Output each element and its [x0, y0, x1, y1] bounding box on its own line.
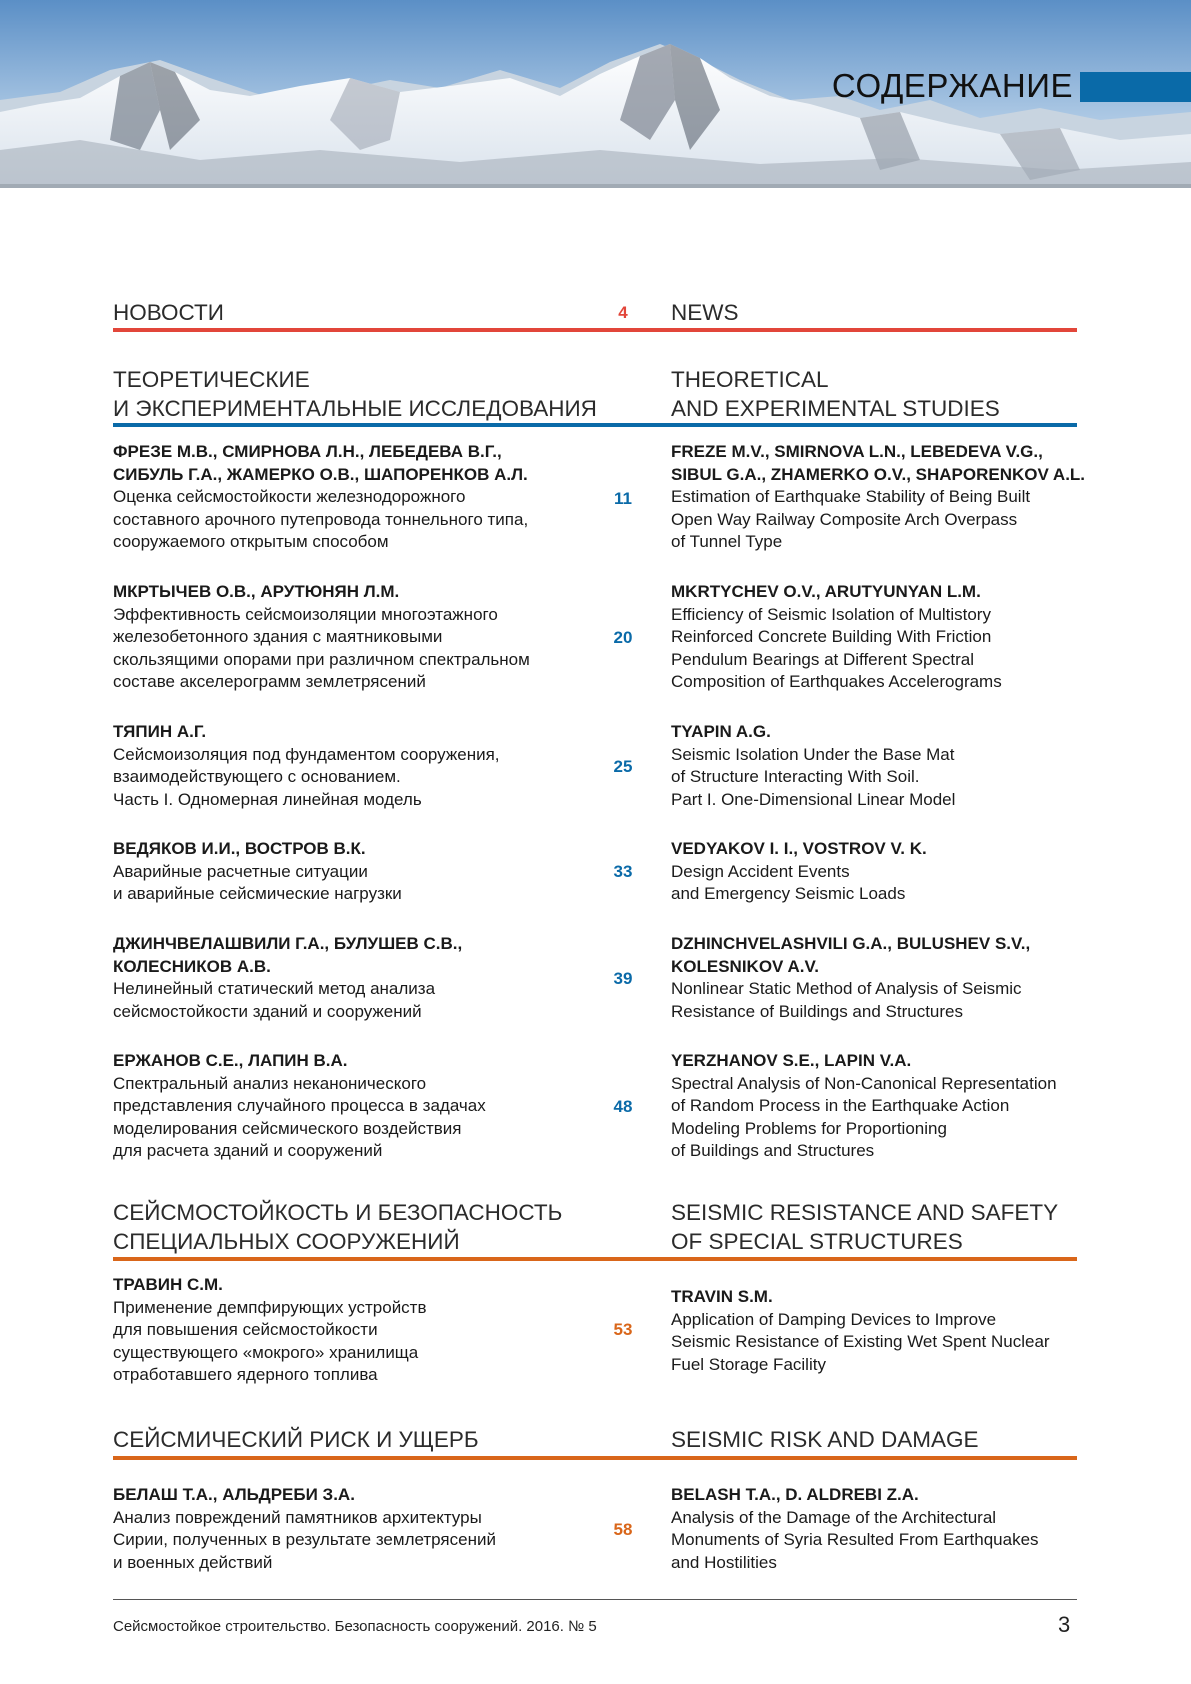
- section-title-ru: СЕЙСМОСТОЙКОСТЬ И БЕЗОПАСНОСТЬ СПЕЦИАЛЬНЫХ СООРУЖЕНИЙ: [113, 1200, 563, 1254]
- authors-en: YERZHANOV S.E., LAPIN V.A.: [671, 1051, 912, 1070]
- page-number: 39: [613, 969, 633, 988]
- section-title-ru: СЕЙСМИЧЕСКИЙ РИСК И УЩЕРБ: [113, 1427, 479, 1452]
- authors-ru: ФРЕЗЕ М.В., СМИРНОВА Л.Н., ЛЕБЕДЕВА В.Г., СИБУЛЬ Г.А., ЖАМЕРКО О.В., ШАПОРЕНКОВ А.Л.: [113, 442, 528, 484]
- authors-ru: ТЯПИН А.Г.: [113, 722, 207, 741]
- title-ru: Анализ повреждений памятников архитектуры Сирии, полученных в результате землетрясений и военных действий: [113, 1507, 496, 1572]
- page-number: 25: [613, 757, 633, 776]
- title-ru: Оценка сейсмостойкости железнодорожного составного арочного путепровода тоннельного типа, сооружаемого открытым способом: [113, 487, 529, 551]
- section-divider: [113, 1257, 1077, 1261]
- authors-en: DZHINCHVELASHVILI G.A., BULUSHEV S.V., KOLESNIKOV A.V.: [671, 934, 1031, 976]
- title-ru: Нелинейный статический метод анализа сейсмостойкости зданий и сооружений: [113, 979, 436, 1021]
- section-title-en: SEISMIC RESISTANCE AND SAFETY OF SPECIAL STRUCTURES: [671, 1200, 1059, 1254]
- title-en: Design Accident Events and Emergency Seismic Loads: [671, 861, 906, 903]
- authors-ru: МКРТЫЧЕВ О.В., АРУТЮНЯН Л.М.: [113, 582, 400, 601]
- authors-ru: ЕРЖАНОВ С.Е., ЛАПИН В.А.: [113, 1051, 348, 1070]
- title-ru: Аварийные расчетные ситуации и аварийные сейсмические нагрузки: [113, 861, 402, 903]
- footer-divider: [113, 1599, 1077, 1600]
- authors-en: TYAPIN A.G.: [671, 722, 771, 741]
- authors-ru: ДЖИНЧВЕЛАШВИЛИ Г.А., БУЛУШЕВ С.В., КОЛЕСНИКОВ А.В.: [113, 934, 463, 976]
- title-en: Estimation of Earthquake Stability of Being Built Open Way Railway Composite Arch Overpass of Tunnel Type: [671, 487, 1031, 551]
- section-divider: [113, 1456, 1077, 1460]
- page-number: 58: [613, 1520, 633, 1539]
- authors-en: TRAVIN S.M.: [671, 1287, 773, 1306]
- authors-en: FREZE M.V., SMIRNOVA L.N., LEBEDEVA V.G., SIBUL G.A., ZHAMERKO O.V., SHAPORENKOV A.L.: [671, 442, 1086, 484]
- page-number: 20: [613, 628, 633, 647]
- section-title-ru: ТЕОРЕТИЧЕСКИЕ И ЭКСПЕРИМЕНТАЛЬНЫЕ ИССЛЕДОВАНИЯ: [113, 367, 597, 421]
- title-en: Spectral Analysis of Non-Canonical Representation of Random Process in the Earthquake Action Modeling Problems for Proportioning of Buildings and Structures: [671, 1073, 1057, 1160]
- title-ru: Эффективность сейсмоизоляции многоэтажного железобетонного здания с маятниковыми скользящими опорами при различном спектральном составе акселерограмм землетрясений: [113, 604, 530, 691]
- authors-en: VEDYAKOV I. I., VOSTROV V. K.: [671, 839, 927, 858]
- title-ru: Сейсмоизоляция под фундаментом сооружения, взаимодействующего с основанием. Часть I. Одномерная линейная модель: [113, 744, 500, 809]
- section-title-en: NEWS: [671, 300, 739, 325]
- title-en: Analysis of the Damage of the Architectural Monuments of Syria Resulted From Earthquakes and Hostilities: [671, 1507, 1039, 1572]
- authors-ru: ТРАВИН С.М.: [113, 1275, 223, 1294]
- section-title-en: THEORETICAL AND EXPERIMENTAL STUDIES: [671, 367, 1000, 421]
- section-title-ru: НОВОСТИ: [113, 300, 224, 325]
- page-number: 53: [613, 1320, 633, 1339]
- title-en: Seismic Isolation Under the Base Mat of Structure Interacting With Soil. Part I. One-Dimensional Linear Model: [671, 744, 956, 809]
- page-number: 48: [613, 1097, 633, 1116]
- title-accent-bar: [1080, 72, 1191, 102]
- authors-en: BELASH T.A., D. ALDREBI Z.A.: [671, 1485, 919, 1504]
- page-number: 33: [613, 862, 633, 881]
- authors-en: MKRTYCHEV O.V., ARUTYUNYAN L.M.: [671, 582, 981, 601]
- page-number: 11: [614, 489, 632, 508]
- title-en: Efficiency of Seismic Isolation of Multistory Reinforced Concrete Building With Friction Pendulum Bearings at Different Spectral Composition of Earthquakes Accelerograms: [671, 604, 1002, 691]
- authors-ru: БЕЛАШ Т.А., АЛЬДРЕБИ З.А.: [113, 1485, 355, 1504]
- footer-journal: Сейсмостойкое строительство. Безопасность сооружений. 2016. № 5: [113, 1618, 597, 1635]
- title-en: Nonlinear Static Method of Analysis of Seismic Resistance of Buildings and Structures: [671, 979, 1022, 1021]
- page-title: СОДЕРЖАНИЕ: [831, 67, 1073, 104]
- section-page-number: 4: [618, 303, 628, 322]
- title-ru: Спектральный анализ неканонического представления случайного процесса в задачах моделирования сейсмического воздействия для расчета зданий и сооружений: [113, 1073, 486, 1160]
- footer-page-number: 3: [1058, 1612, 1071, 1637]
- title-en: Application of Damping Devices to Improve Seismic Resistance of Existing Wet Spent Nuclear Fuel Storage Facility: [671, 1309, 1050, 1374]
- section-divider: [113, 423, 1077, 427]
- section-title-en: SEISMIC RISK AND DAMAGE: [671, 1427, 979, 1452]
- authors-ru: ВЕДЯКОВ И.И., ВОСТРОВ В.К.: [113, 839, 366, 858]
- section-divider: [113, 328, 1077, 332]
- title-ru: Применение демпфирующих устройств для повышения сейсмостойкости существующего «мокрого» хранилища отработавшего ядерного топлива: [113, 1297, 427, 1384]
